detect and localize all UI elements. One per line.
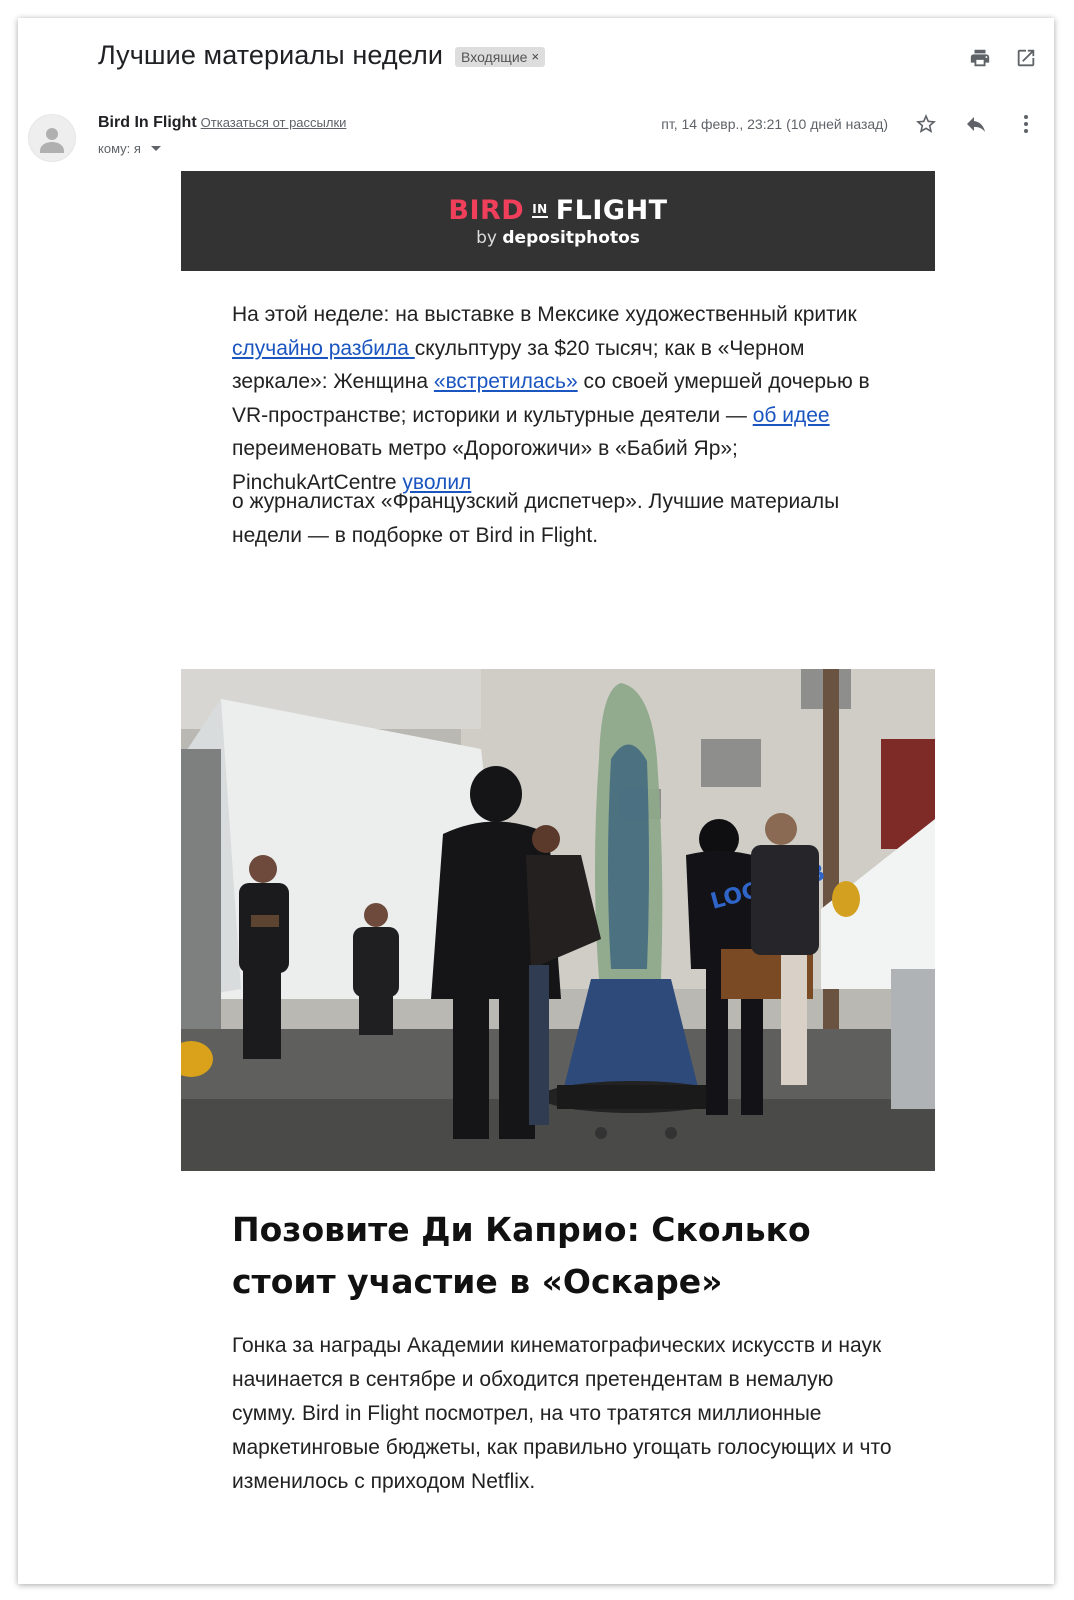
- byline-by: by: [476, 227, 497, 248]
- email-view: [18, 18, 1054, 1584]
- article-title[interactable]: Позовите Ди Каприо: Сколько стоит участие в «Оскаре»: [232, 1210, 811, 1301]
- sender-name[interactable]: Bird In Flight: [98, 114, 197, 131]
- star-icon[interactable]: [914, 112, 938, 136]
- recipient-text: кому: я: [98, 141, 141, 156]
- message-actions: [914, 112, 1038, 136]
- sender-avatar[interactable]: [28, 114, 76, 162]
- open-in-new-window-icon[interactable]: [1014, 46, 1038, 70]
- intro-text-2: скульптуру за $20 тысяч; как в «Черном зеркале»: Женщина: [232, 336, 805, 393]
- reply-icon[interactable]: [964, 112, 988, 136]
- inbox-label-chip[interactable]: [455, 47, 545, 67]
- newsletter-banner[interactable]: [181, 171, 935, 271]
- intro-text-4: переименовать метро «Дорогожичи» в «Бабий Яр»; PinchukArtCentre: [232, 437, 738, 494]
- intro-link-met[interactable]: «встретилась»: [433, 370, 578, 393]
- chevron-down-icon[interactable]: [151, 146, 161, 151]
- label-text: Входящие: [461, 48, 528, 65]
- intro-text-3: со своей умершей дочерью в VR-пространстве; историки и культурные деятели —: [232, 370, 870, 427]
- recipient-row[interactable]: [98, 141, 161, 156]
- article-photo[interactable]: [181, 669, 935, 1171]
- intro-text-1: На этой неделе: на выставке в Мексике художественный критик: [232, 303, 857, 326]
- article-summary: Гонка за награды Академии кинематографических искусств и наук начинается в сентябре и обходится претендентам в немалую сумму. Bird in Flight посмотрел, на что тратятся миллионные маркетинговые бюджеты, как правильно угощать голосующих и что изменилось с приходом Netflix.: [232, 1334, 892, 1493]
- thread-actions: [968, 46, 1038, 70]
- remove-label-icon[interactable]: ×: [531, 49, 540, 64]
- jacket-text: LOCAL: [708, 870, 791, 915]
- oscar-statue-transport-image: [181, 669, 935, 1171]
- intro-link-idea[interactable]: об идее: [752, 403, 830, 427]
- message-date: пт, 14 февр., 23:21 (10 дней назад): [661, 116, 888, 132]
- intro-paragraph: [232, 298, 872, 552]
- print-icon[interactable]: [968, 46, 992, 70]
- logo-bird: BIRD: [448, 194, 525, 226]
- email-subject: Лучшие материалы недели: [98, 40, 444, 70]
- subject-row: [98, 40, 545, 71]
- person-icon: [30, 117, 74, 161]
- sender-row: [98, 114, 346, 132]
- unsubscribe-link[interactable]: Отказаться от рассылки: [200, 115, 347, 130]
- byline-depositphotos: depositphotos: [502, 227, 640, 248]
- logo-in: IN: [532, 201, 548, 216]
- bird-in-flight-logo: [448, 195, 667, 226]
- intro-link-fired[interactable]: уволил: [402, 470, 472, 494]
- logo-byline: [476, 228, 640, 248]
- more-vert-icon[interactable]: [1014, 112, 1038, 136]
- logo-flight: FLIGHT: [555, 194, 668, 226]
- intro-text-5: о журналистах «Французский диспетчер». Лучшие материалы недели — в подборке от Bird in Flight.: [232, 490, 840, 547]
- intro-link-broke[interactable]: случайно разбила: [232, 336, 415, 360]
